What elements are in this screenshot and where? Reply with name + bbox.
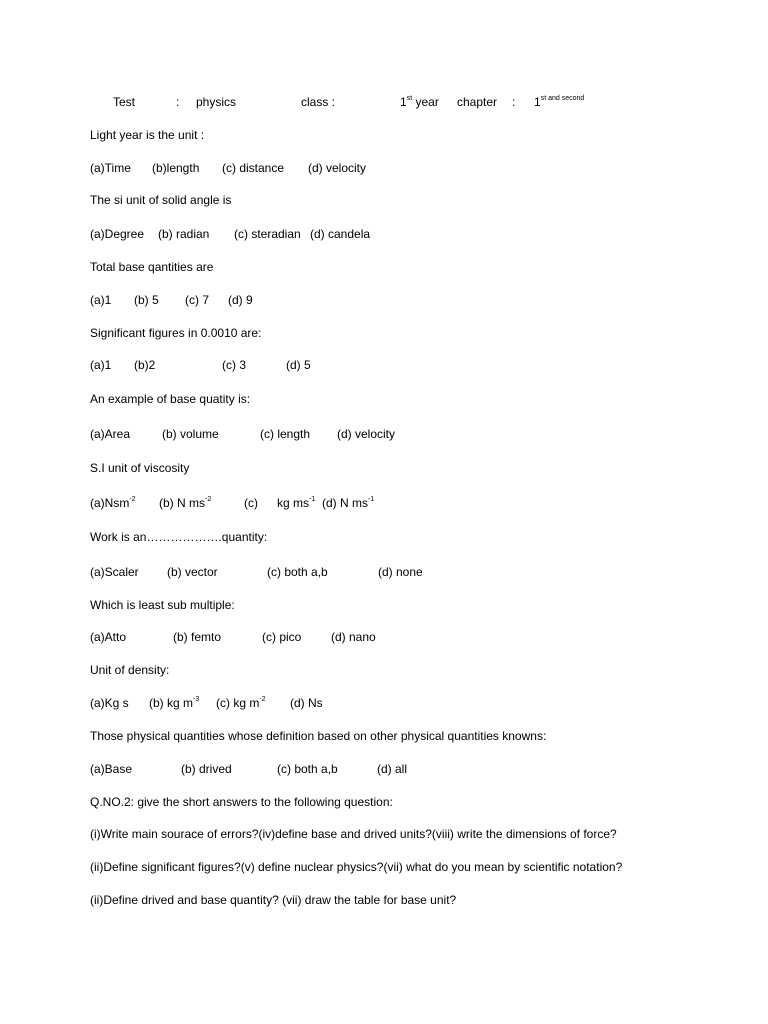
question-text: Significant figures in 0.0010 are: bbox=[90, 326, 262, 340]
question-text: The si unit of solid angle is bbox=[90, 193, 232, 207]
header-colon: : bbox=[176, 95, 180, 109]
option-row bbox=[90, 564, 690, 580]
class-label: class : bbox=[301, 95, 336, 109]
option: (a)Atto bbox=[90, 630, 127, 644]
option: (c) 7 bbox=[185, 293, 209, 307]
section-title: Q.NO.2: give the short answers to the following question: bbox=[90, 795, 393, 809]
short-question-line: (ii)Define significant figures?(v) define nuclear physics?(vii) what do you mean by scientific notation? bbox=[90, 860, 623, 874]
option: (a)1 bbox=[90, 358, 112, 372]
option-row bbox=[90, 695, 690, 711]
option: (c) both a,b bbox=[277, 762, 338, 776]
option: kg $ms^{-1}$ bbox=[277, 496, 316, 510]
option: (d) velocity bbox=[337, 427, 396, 441]
question-text: Unit of density: bbox=[90, 663, 170, 677]
option: (c) 3 bbox=[222, 358, 246, 372]
chapter-label: chapter bbox=[457, 95, 498, 109]
question-text: Light year is the unit : bbox=[90, 128, 205, 142]
test-label: Test bbox=[113, 95, 136, 109]
question-text: S.I unit of viscosity bbox=[90, 461, 190, 475]
option: (c) pico bbox=[262, 630, 302, 644]
option: (d) 5 bbox=[286, 358, 311, 372]
option: (b) volume bbox=[162, 427, 219, 441]
option-label: (c) bbox=[244, 496, 258, 510]
option: (a)Degree bbox=[90, 227, 145, 241]
option: (a)Nsm$^{-2}$ bbox=[90, 496, 136, 510]
option: (b) femto bbox=[173, 630, 222, 644]
option: (a)Time bbox=[90, 161, 131, 175]
option: (b) kg $m^{-3}$ bbox=[149, 696, 200, 710]
option: (d) all bbox=[377, 762, 408, 776]
question-text: An example of base quatity is: bbox=[90, 392, 251, 406]
option: (c) length bbox=[260, 427, 311, 441]
option: (a)Base bbox=[90, 762, 133, 776]
option: (a)Kg s bbox=[90, 696, 129, 710]
option-row bbox=[90, 761, 690, 777]
option-row bbox=[90, 160, 690, 176]
option: (d) none bbox=[378, 565, 423, 579]
option: (a)Area bbox=[90, 427, 131, 441]
chapter-value: $1^{st and second}$ bbox=[534, 95, 585, 109]
class-value: 1st year bbox=[400, 95, 439, 109]
option: (c) steradian bbox=[234, 227, 301, 241]
question-text: Those physical quantities whose definition based on other physical quantities knowns: bbox=[90, 729, 547, 743]
option: (c) kg $m^{-2}$ bbox=[216, 696, 266, 710]
short-question-line: (ii)Define drived and base quantity? (vii) draw the table for base unit? bbox=[90, 893, 457, 907]
option: (c) distance bbox=[222, 161, 285, 175]
option-row bbox=[90, 495, 690, 511]
option: (d) candela bbox=[310, 227, 371, 241]
option: (a)1 bbox=[90, 293, 112, 307]
option: (d) N $ms^{-1}$ bbox=[322, 496, 375, 510]
option: (d) nano bbox=[331, 630, 376, 644]
option: (d) Ns bbox=[290, 696, 323, 710]
option: (d) velocity bbox=[308, 161, 367, 175]
option: (d) 9 bbox=[228, 293, 253, 307]
question-text: Total base qantities are bbox=[90, 260, 214, 274]
option: (b) N $ms^{-2}$ bbox=[159, 496, 212, 510]
question-text: Work is an……………….quantity: bbox=[90, 530, 268, 544]
option-row bbox=[90, 292, 690, 308]
short-question-line: (i)Write main sourace of errors?(iv)define base and drived units?(viii) write the dimensions of force? bbox=[90, 827, 617, 841]
option-row bbox=[90, 629, 690, 645]
question-text: Which is least sub multiple: bbox=[90, 598, 235, 612]
option: (b)2 bbox=[134, 358, 156, 372]
option: (a)Scaler bbox=[90, 565, 139, 579]
option: (b) 5 bbox=[134, 293, 159, 307]
option: (b)length bbox=[152, 161, 200, 175]
option-row bbox=[90, 226, 690, 242]
option-row bbox=[90, 426, 690, 442]
option: (b) drived bbox=[181, 762, 232, 776]
option: (b) vector bbox=[167, 565, 218, 579]
option: (c) both a,b bbox=[267, 565, 328, 579]
option: (b) radian bbox=[158, 227, 210, 241]
subject-name: physics bbox=[196, 95, 237, 109]
header-colon: : bbox=[512, 95, 516, 109]
option-row bbox=[90, 357, 690, 373]
